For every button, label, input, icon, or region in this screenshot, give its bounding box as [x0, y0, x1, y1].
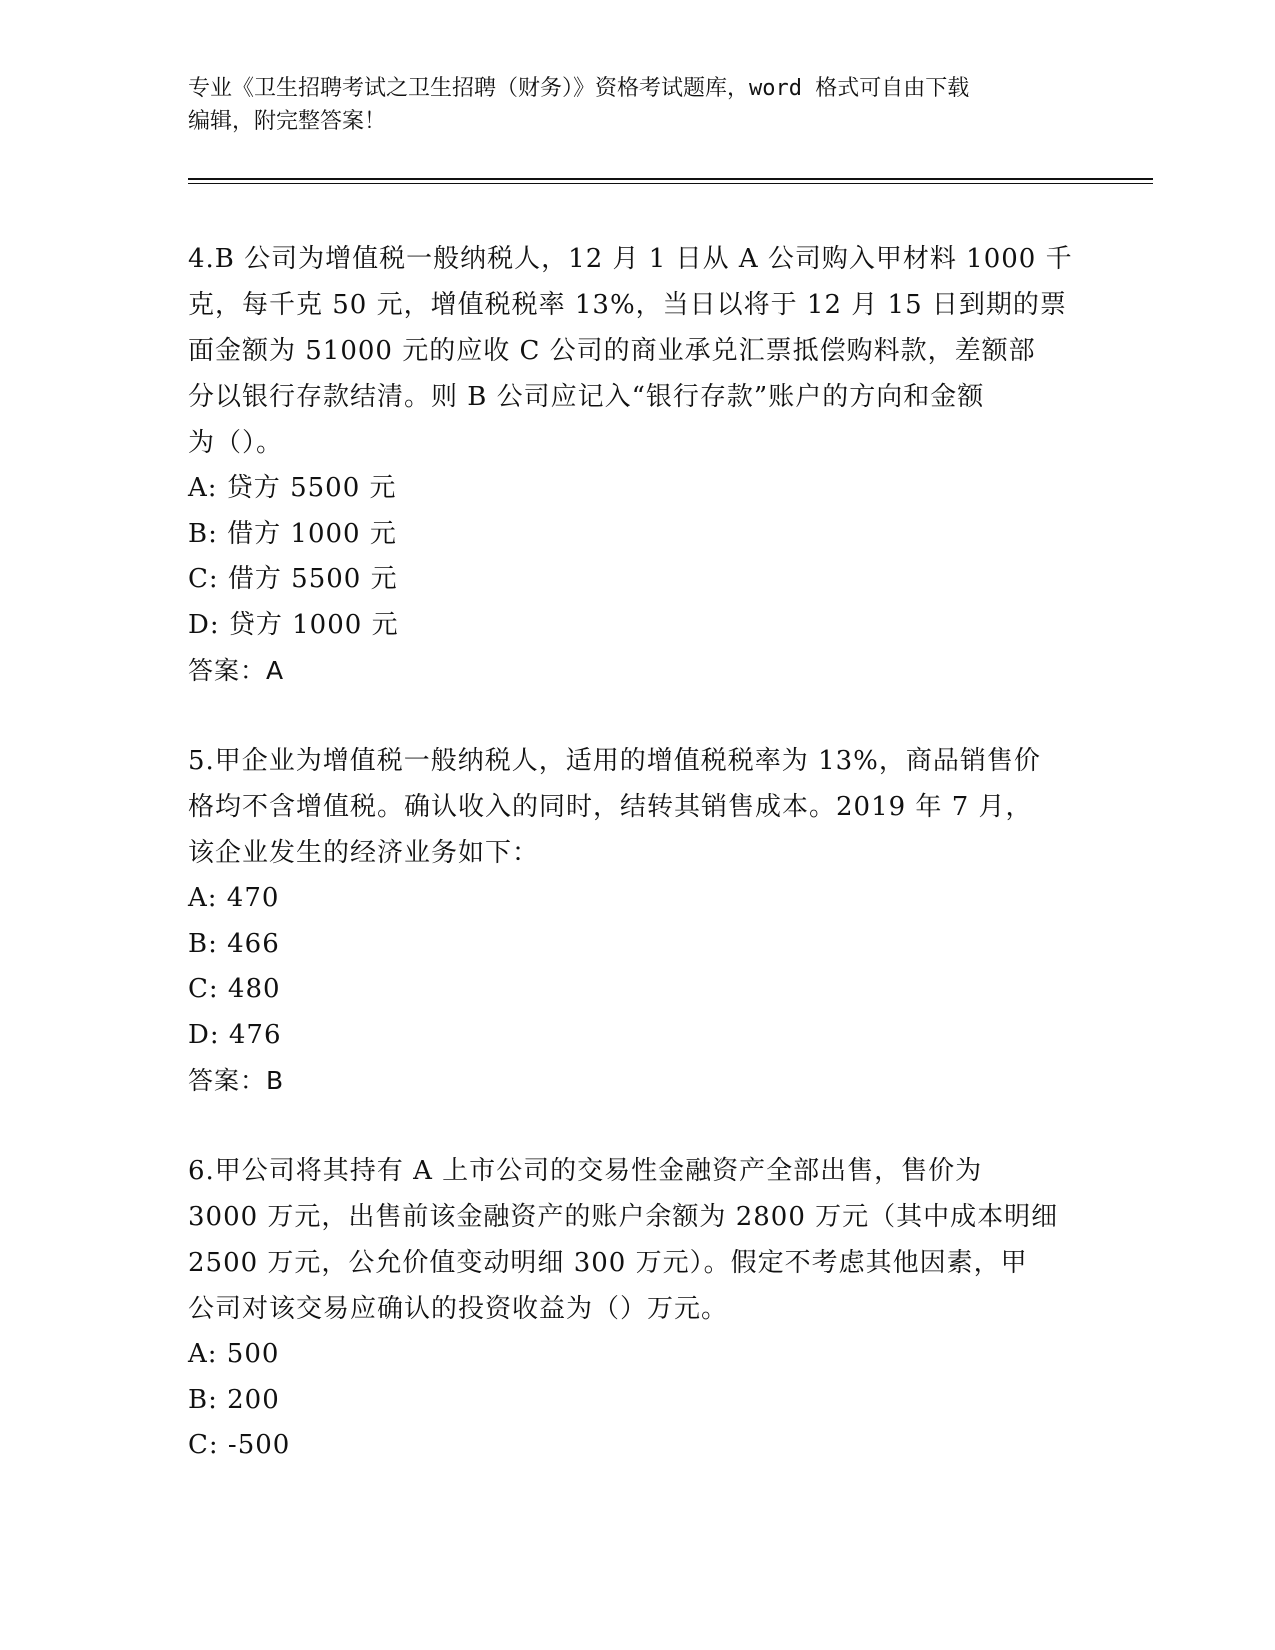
- document-header: [188, 72, 1088, 138]
- question-stem-line: 2500 万元，公允价值变动明细 300 万元）。假定不考虑其他因素，甲: [188, 1248, 1028, 1278]
- option-c: C: 借方 5500 元: [188, 564, 398, 594]
- answer-label: 答案：B: [188, 1066, 285, 1095]
- option-d: D: 贷方 1000 元: [188, 609, 399, 640]
- header-divider-thick: [188, 178, 1153, 180]
- option-a: A: 贷方 5500 元: [188, 473, 397, 503]
- option-b: B: 200: [188, 1384, 280, 1415]
- question-5: [188, 738, 1083, 1104]
- option-a: A: 500: [188, 1339, 280, 1369]
- option-c: C: 480: [188, 974, 281, 1004]
- option-c: C: -500: [188, 1430, 291, 1460]
- question-list: [188, 236, 1083, 1513]
- question-stem-line: 5.甲企业为增值税一般纳税人，适用的增值税税率为 13%，商品销售价: [188, 746, 1041, 776]
- question-stem-line: 为（）。: [188, 428, 284, 458]
- header-line-1: 专业《卫生招聘考试之卫生招聘（财务）》资格考试题库，word 格式可自由下载: [188, 76, 970, 101]
- option-d: D: 476: [188, 1019, 282, 1050]
- option-b: B: 466: [188, 928, 280, 959]
- question-stem-line: 6.甲公司将其持有 A 上市公司的交易性金融资产全部出售，售价为: [188, 1156, 983, 1186]
- question-stem-line: 3000 万元，出售前该金融资产的账户余额为 2800 万元（其中成本明细: [188, 1202, 1059, 1232]
- header-line-2: 编辑，附完整答案！: [188, 109, 387, 134]
- question-stem-line: 格均不含增值税。确认收入的同时，结转其销售成本。2019 年 7 月，: [188, 792, 1033, 822]
- question-6: [188, 1148, 1083, 1469]
- question-stem-line: 分以银行存款结清。则 B 公司应记入“银行存款”账户的方向和金额: [188, 382, 985, 412]
- question-stem-line: 4.B 公司为增值税一般纳税人，12 月 1 日从 A 公司购入甲材料 1000 千: [188, 244, 1073, 274]
- question-stem-line: 公司对该交易应确认的投资收益为（）万元。: [188, 1294, 729, 1324]
- option-a: A: 470: [188, 883, 280, 913]
- question-stem-line: 面金额为 51000 元的应收 C 公司的商业承兑汇票抵偿购料款，差额部: [188, 336, 1036, 366]
- question-stem-line: 该企业发生的经济业务如下：: [188, 838, 540, 868]
- question-stem-line: 克，每千克 50 元，增值税税率 13%，当日以将于 12 月 15 日到期的票: [188, 290, 1067, 320]
- answer-label: 答案：A: [188, 656, 285, 685]
- header-divider-thin: [188, 183, 1153, 184]
- question-4: [188, 236, 1083, 694]
- option-b: B: 借方 1000 元: [188, 518, 397, 549]
